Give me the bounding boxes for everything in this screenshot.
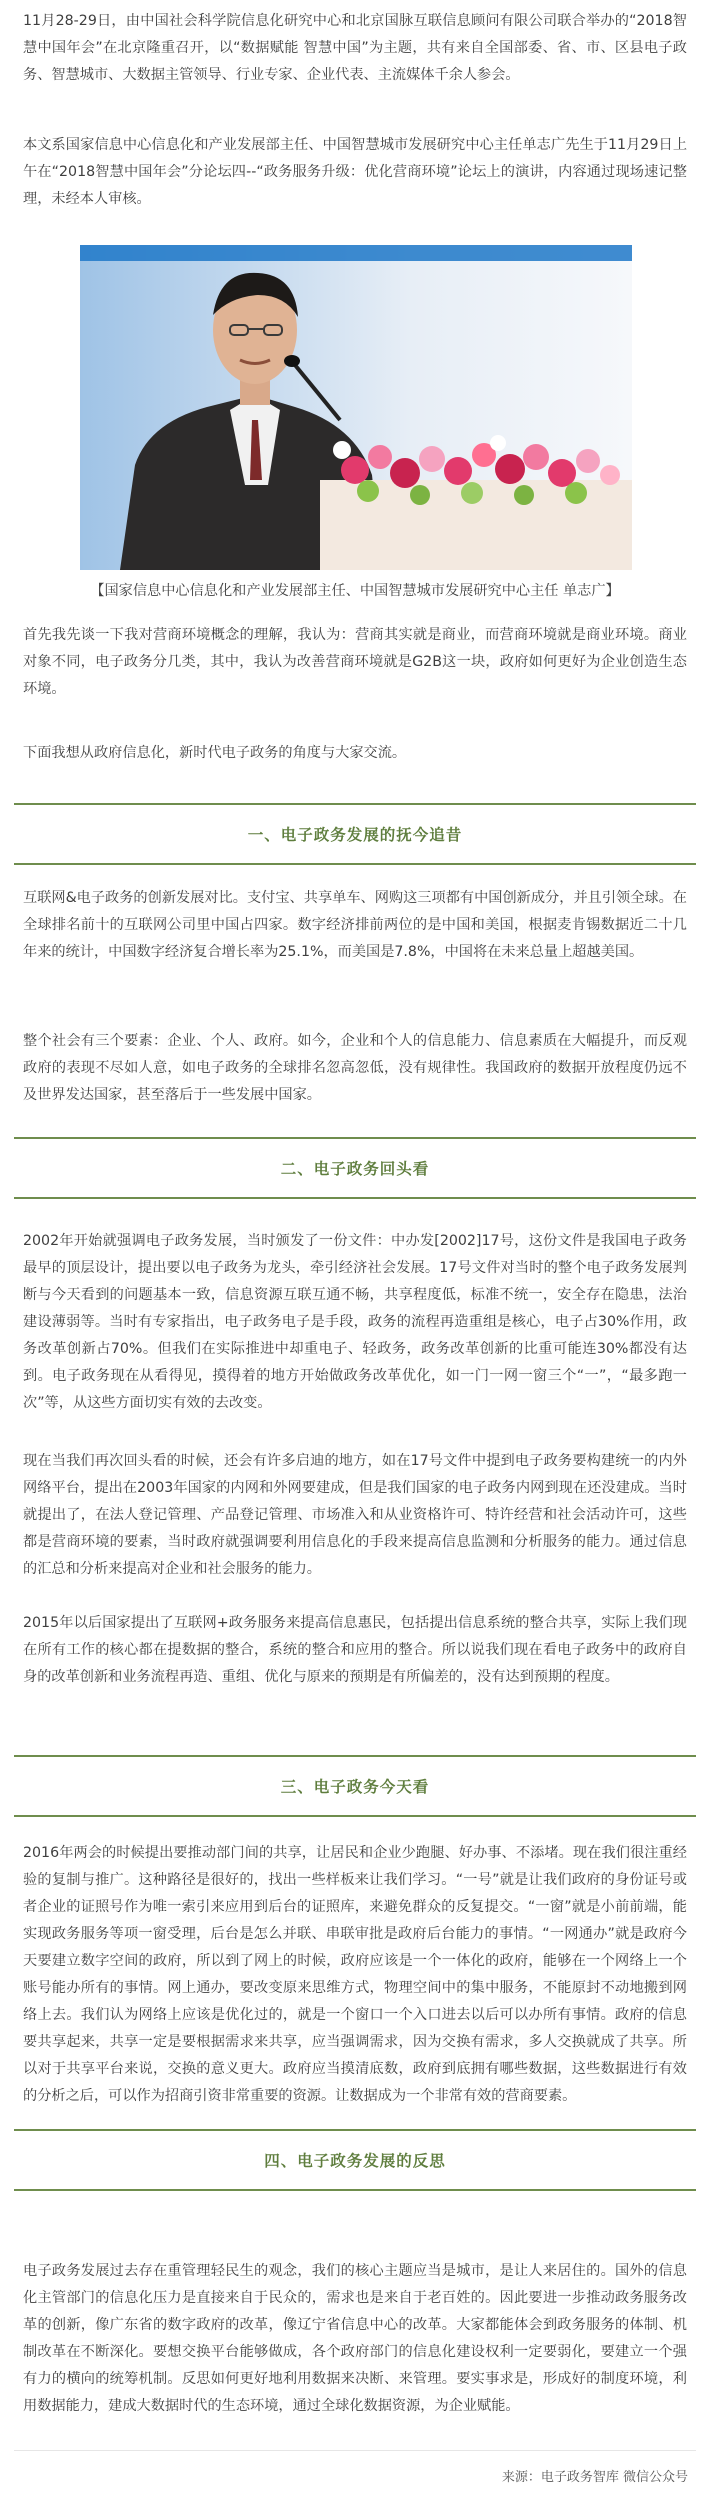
section-title: 四、电子政务发展的反思	[264, 2152, 446, 2170]
section-1-paragraph-2: 整个社会有三个要素：企业、个人、政府。如今，企业和个人的信息能力、信息素质在大幅提升，而反观政府的表现不尽如人意，如电子政务的全球排名忽高忽低，没有规律性。我国政府的数据开放程度仍远不及世界发达国家，甚至落后于一些发展中国家。	[23, 1033, 687, 1103]
photo-caption: 【国家信息中心信息化和产业发展部主任、中国智慧城市发展研究中心主任 单志广】	[90, 583, 620, 599]
section-1-paragraph-1: 互联网&电子政务的创新发展对比。支付宝、共享单车、网购这三项都有中国创新成分，并且引领全球。在全球排名前十的互联网公司里中国占四家。数字经济排前两位的是中国和美国，根据麦肯锡数据近二十几年来的统计，中国数字经济复合增长率为25.1%，而美国是7.8%，中国将在未来总量上超越美国。	[23, 890, 687, 960]
section-title: 二、电子政务回头看	[280, 1160, 430, 1178]
section-heading-4	[14, 2129, 696, 2191]
opening-paragraph-1: 首先我先谈一下我对营商环境概念的理解，我认为：营商其实就是商业，而营商环境就是商业环境。商业对象不同，电子政务分几类，其中，我认为改善营商环境就是G2B这一块，政府如何更好为企业创造生态环境。	[23, 627, 687, 697]
footer-divider	[14, 2450, 696, 2451]
intro-paragraph-2: 本文系国家信息中心信息化和产业发展部主任、中国智慧城市发展研究中心主任单志广先生于11月29日上午在“2018智慧中国年会”分论坛四--“政务服务升级：优化营商环境”论坛上的演讲，内容通过现场速记整理，未经本人审核。	[23, 137, 688, 207]
speaker-photo	[80, 245, 632, 570]
section-title: 一、电子政务发展的抚今追昔	[247, 826, 463, 844]
section-3-paragraph-1: 2016年两会的时候提出要推动部门间的共享，让居民和企业少跑腿、好办事、不添堵。现在我们很注重经验的复制与推广。这种路径是很好的，找出一些样板来让我们学习。“一号”就是让我们政府的身份证号或者企业的证照号作为唯一索引来应用到后台的证照库，来避免群众的反复提交。“一窗”就是小前前端，能实现政务服务等项一窗受理，后台是怎么并联、串联审批是政府后台能力的事情。“一网通办”就是政府今天要建立数字空间的政府，所以到了网上的时候，政府应该是一个一体化的政府，能够在一个网络上一个账号能办所有的事情。网上通办，要改变原来思维方式，物理空间中的集中服务，不能原封不动地搬到网络上去。我们认为网络上应该是优化过的，就是一个窗口一个入口进去以后可以办所有事情。政府的信息要共享起来，共享一定是要根据需求来共享，应当强调需求，因为交换有需求，多人交换就成了共享。所以对于共享平台来说，交换的意义更大。政府应当摸清底数，政府到底拥有哪些数据，这些数据进行有效的分析之后，可以作为招商引资非常重要的资源。让数据成为一个非常有效的营商要素。	[23, 1845, 687, 2104]
section-2-paragraph-1: 2002年开始就强调电子政务发展，当时颁发了一份文件：中办发[2002]17号，这份文件是我国电子政务最早的顶层设计，提出要以电子政务为龙头，牵引经济社会发展。17号文件对当时的整个电子政务发展判断与今天看到的问题基本一致，信息资源互联互通不畅，共享程度低，标准不统一，安全存在隐患，法治建设薄弱等。当时有专家指出，电子政务电子是手段，政务的流程再造重组是核心，电子占30%作用，政务改革创新占70%。但我们在实际推进中却重电子、轻政务，政务改革创新的比重可能连30%都没有达到。电子政务现在从看得见，摸得着的地方开始做政务改革优化，如一门一网一窗三个“一”，“最多跑一次”等，从这些方面切实有效的去改变。	[23, 1233, 687, 1411]
section-heading-3	[14, 1755, 696, 1817]
section-heading-2	[14, 1137, 696, 1199]
section-4-paragraph-1: 电子政务发展过去存在重管理轻民生的观念，我们的核心主题应当是城市，是让人来居住的。国外的信息化主管部门的信息化压力是直接来自于民众的，需求也是来自于老百姓的。因此要进一步推动政务服务改革的创新，像广东省的数字政府的改革，像辽宁省信息中心的改革。大家都能体会到政务服务的体制、机制改革在不断深化。要想交换平台能够做成，各个政府部门的信息化建设权利一定要弱化，要建立一个强有力的横向的统筹机制。反思如何更好地利用数据来决断、来管理。要实事求是，形成好的制度环境，利用数据能力，建成大数据时代的生态环境，通过全球化数据资源，为企业赋能。	[23, 2263, 687, 2414]
opening-paragraph-2: 下面我想从政府信息化，新时代电子政务的角度与大家交流。	[23, 745, 407, 761]
section-2-paragraph-3: 2015年以后国家提出了互联网+政务服务来提高信息惠民，包括提出信息系统的整合共享，实际上我们现在所有工作的核心都在提数据的整合，系统的整合和应用的整合。所以说我们现在看电子政务中的政府自身的改革创新和业务流程再造、重组、优化与原来的预期是有所偏差的，没有达到预期的程度。	[23, 1615, 687, 1685]
section-title: 三、电子政务今天看	[280, 1778, 430, 1796]
source-credit: 来源：电子政务智库 微信公众号	[501, 2470, 688, 2485]
section-2-paragraph-2: 现在当我们再次回头看的时候，还会有许多启迪的地方，如在17号文件中提到电子政务要构建统一的内外网络平台，提出在2003年国家的内网和外网要建成，但是我们国家的电子政务内网到现在还没建成。当时就提出了，在法人登记管理、产品登记管理、市场准入和从业资格许可、特许经营和社会活动许可，这些都是营商环境的要素，当时政府就强调要利用信息化的手段来提高信息监测和分析服务的能力。通过信息的汇总和分析来提高对企业和社会服务的能力。	[23, 1453, 687, 1577]
speaker-photo-illustration	[80, 245, 632, 570]
intro-paragraph-1: 11月28-29日，由中国社会科学院信息化研究中心和北京国脉互联信息顾问有限公司联合举办的“2018智慧中国年会”在北京隆重召开，以“数据赋能 智慧中国”为主题，共有来自全国部委、省、市、区县电子政务、智慧城市、大数据主管领导、行业专家、企业代表、主流媒体千余人参会。	[23, 13, 687, 83]
section-heading-1	[14, 803, 696, 865]
